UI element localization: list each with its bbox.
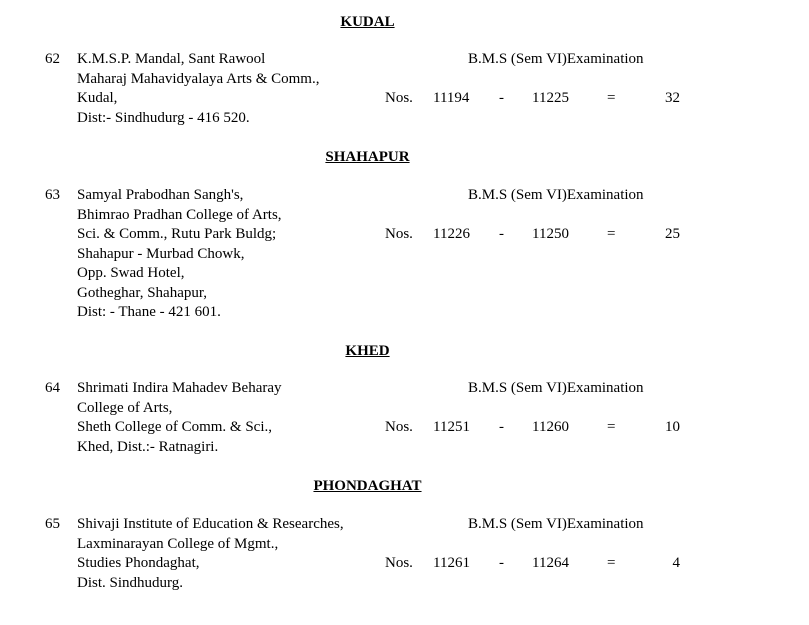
college-address bbox=[77, 50, 319, 128]
entry-number: 63 bbox=[45, 187, 60, 203]
address-line: Shrimati Indira Mahadev Beharay bbox=[77, 380, 282, 396]
college-address bbox=[77, 515, 344, 593]
seat-range-from: 11226 bbox=[433, 226, 470, 242]
address-line: Bhimrao Pradhan College of Arts, bbox=[77, 206, 282, 223]
student-count: 25 bbox=[665, 226, 680, 242]
student-count: 10 bbox=[665, 419, 680, 435]
nos-label: Nos. bbox=[385, 419, 413, 435]
exam-name: B.M.S (Sem VI)Examination bbox=[468, 51, 644, 67]
seat-range-from: 11261 bbox=[433, 555, 470, 571]
address-line: Samyal Prabodhan Sangh's, bbox=[77, 187, 244, 203]
seat-range-to: 11225 bbox=[532, 90, 569, 106]
seat-range-to: 11260 bbox=[532, 419, 569, 435]
address-line: Laxminarayan College of Mgmt., bbox=[77, 535, 279, 552]
address-line: Khed, Dist.:- Ratnagiri. bbox=[77, 438, 219, 455]
nos-label: Nos. bbox=[385, 226, 413, 242]
address-line: Studies Phondaghat, bbox=[77, 555, 200, 571]
nos-label: Nos. bbox=[385, 555, 413, 571]
equals-sign: = bbox=[607, 90, 616, 106]
seat-range-from: 11251 bbox=[433, 419, 470, 435]
entry-number: 64 bbox=[45, 380, 60, 396]
section-heading-khed: KHED bbox=[345, 343, 390, 359]
address-line: Dist:- Sindhudurg - 416 520. bbox=[77, 109, 250, 126]
range-dash: - bbox=[499, 90, 504, 106]
college-address bbox=[77, 186, 282, 323]
exam-name: B.M.S (Sem VI)Examination bbox=[468, 380, 644, 396]
exam-name: B.M.S (Sem VI)Examination bbox=[468, 187, 644, 203]
range-dash: - bbox=[499, 226, 504, 242]
seat-range-to: 11264 bbox=[532, 555, 569, 571]
address-line: Shahapur - Murbad Chowk, bbox=[77, 245, 245, 262]
student-count: 4 bbox=[672, 555, 680, 571]
address-line: Shivaji Institute of Education & Researches, bbox=[77, 516, 344, 532]
address-line: College of Arts, bbox=[77, 399, 173, 416]
address-line: Opp. Swad Hotel, bbox=[77, 265, 185, 281]
section-heading-kudal: KUDAL bbox=[340, 14, 395, 30]
range-dash: - bbox=[499, 419, 504, 435]
address-line: Kudal, bbox=[77, 90, 118, 106]
address-line: K.M.S.P. Mandal, Sant Rawool bbox=[77, 51, 266, 67]
entry-number: 62 bbox=[45, 51, 60, 67]
address-line: Gotheghar, Shahapur, bbox=[77, 284, 208, 301]
college-address bbox=[77, 379, 282, 457]
address-line: Dist: - Thane - 421 601. bbox=[77, 304, 221, 320]
seat-range-to: 11250 bbox=[532, 226, 569, 242]
entry-number: 65 bbox=[45, 516, 60, 532]
section-heading-shahapur: SHAHAPUR bbox=[325, 149, 410, 165]
equals-sign: = bbox=[607, 226, 616, 242]
address-line: Maharaj Mahavidyalaya Arts & Comm., bbox=[77, 70, 320, 87]
section-heading-phondaghat: PHONDAGHAT bbox=[313, 478, 422, 494]
address-line: Sci. & Comm., Rutu Park Buldg; bbox=[77, 226, 277, 242]
equals-sign: = bbox=[607, 555, 616, 571]
student-count: 32 bbox=[665, 90, 680, 106]
address-line: Sheth College of Comm. & Sci., bbox=[77, 419, 272, 435]
equals-sign: = bbox=[607, 419, 616, 435]
exam-name: B.M.S (Sem VI)Examination bbox=[468, 516, 644, 532]
range-dash: - bbox=[499, 555, 504, 571]
seat-range-from: 11194 bbox=[433, 90, 470, 106]
nos-label: Nos. bbox=[385, 90, 413, 106]
address-line: Dist. Sindhudurg. bbox=[77, 574, 183, 591]
